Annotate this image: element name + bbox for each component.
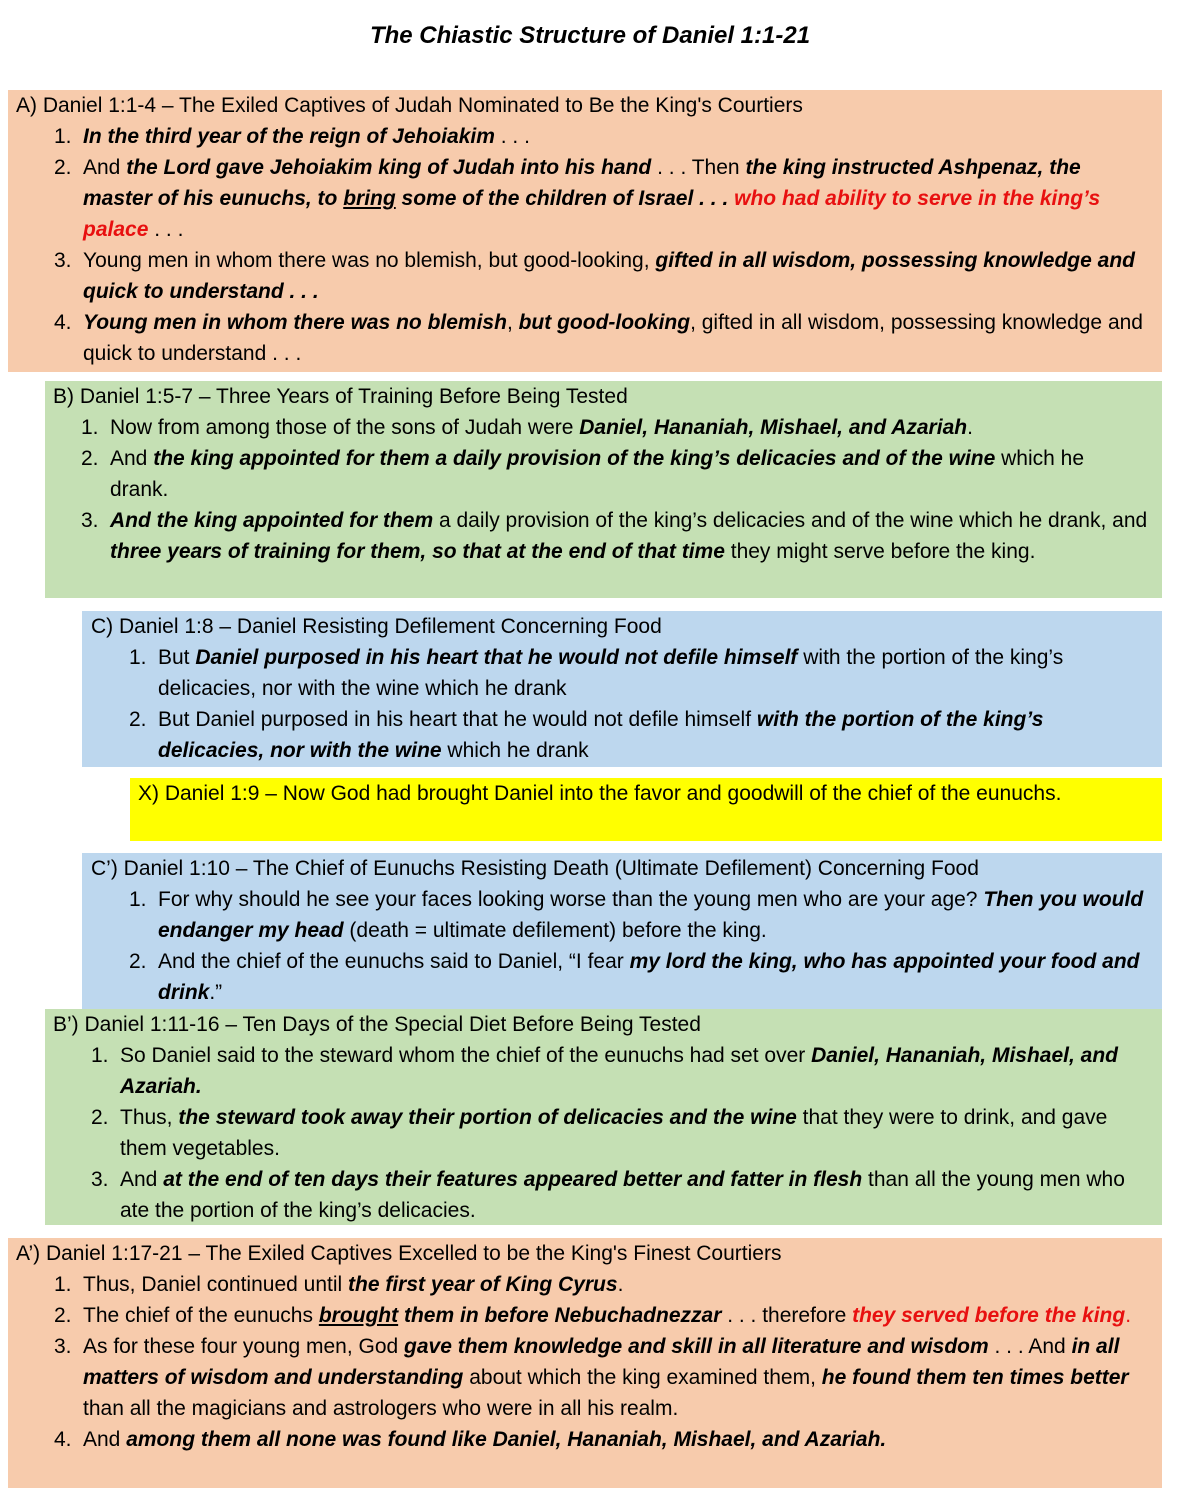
item-text: Thus, Daniel continued until	[83, 1273, 348, 1296]
item-number: 4.	[54, 311, 72, 334]
item-number: 1.	[129, 888, 147, 911]
section-a-prime	[8, 1238, 1162, 1488]
item-text: . . . And	[988, 1335, 1072, 1358]
item-text: For why should he see your faces looking worse than the young men who are your age?	[158, 888, 984, 911]
section-c-list	[91, 642, 1148, 766]
item-number: 3.	[91, 1168, 109, 1191]
item-text: Now from among those of the sons of Judah were	[110, 416, 580, 439]
list-item	[91, 1102, 1148, 1164]
item-text: So Daniel said to the steward whom the chief of the eunuchs had set over	[120, 1044, 812, 1067]
section-a-heading: A) Daniel 1:1-4 – The Exiled Captives of Judah Nominated to Be the King's Courtiers	[16, 94, 803, 117]
section-b-prime-list	[53, 1040, 1148, 1226]
section-b-prime-heading: B’) Daniel 1:11-16 – Ten Days of the Special Diet Before Being Tested	[53, 1013, 701, 1036]
section-c-prime	[82, 853, 1162, 1009]
item-text: As for these four young men, God	[83, 1335, 405, 1358]
item-text: he found them ten times better	[821, 1366, 1129, 1389]
list-item	[54, 121, 1148, 152]
item-text: at the end of ten days their features appeared better and fatter in flesh	[163, 1168, 863, 1191]
item-text: And	[83, 156, 127, 179]
item-text: with the portion of the king’s delicacies, nor with the wine	[158, 708, 1044, 762]
item-text: , gifted in all wisdom, possessing knowledge and quick to understand . . .	[83, 311, 1143, 365]
item-text: the Lord gave Jehoiakim king of Judah into his hand	[126, 156, 652, 179]
list-item	[129, 704, 1148, 766]
item-text: .	[967, 416, 973, 439]
item-text: . . .	[148, 218, 184, 241]
item-number: 2.	[54, 156, 72, 179]
item-number: 1.	[54, 125, 72, 148]
list-item	[129, 946, 1148, 1008]
section-b-prime	[45, 1009, 1162, 1225]
section-a	[8, 90, 1162, 372]
list-item	[129, 642, 1148, 704]
item-number: 1.	[91, 1044, 109, 1067]
section-x	[130, 778, 1162, 841]
item-text: among them all none was found like Daniel, Hananiah, Mishael, and Azariah.	[126, 1428, 887, 1451]
item-number: 2.	[129, 950, 147, 973]
list-item	[81, 412, 1148, 443]
item-text: .	[1125, 1304, 1132, 1327]
item-text: . . . therefore	[721, 1304, 853, 1327]
item-text: which he drank	[441, 739, 589, 762]
list-item	[54, 1300, 1148, 1331]
item-number: 1.	[81, 416, 99, 439]
item-text: Daniel purposed in his heart that he would not defile himself	[195, 646, 798, 669]
item-text: bring	[343, 187, 396, 210]
list-item	[81, 505, 1148, 567]
list-item	[54, 245, 1148, 307]
item-number: 1.	[54, 1273, 72, 1296]
item-text: Thus,	[120, 1106, 179, 1129]
item-text: ,	[506, 311, 519, 334]
section-c	[82, 611, 1162, 767]
item-number: 2.	[54, 1304, 72, 1327]
item-text: the first year of King Cyrus	[348, 1273, 618, 1296]
item-text: a daily provision of the king’s delicacies and of the wine which he drank, and	[433, 509, 1148, 532]
item-text: The chief of the eunuchs	[83, 1304, 319, 1327]
item-text: than all the young men who ate the portion of the king’s delicacies.	[120, 1168, 1125, 1222]
section-a-list	[16, 121, 1148, 369]
item-number: 2.	[81, 447, 99, 470]
section-c-prime-heading: C’) Daniel 1:10 – The Chief of Eunuchs Resisting Death (Ultimate Defilement) Concerning Food	[91, 857, 979, 880]
section-c-heading: C) Daniel 1:8 – Daniel Resisting Defilement Concerning Food	[91, 615, 662, 638]
item-text: Daniel, Hananiah, Mishael, and Azariah.	[120, 1044, 1118, 1098]
section-b	[45, 381, 1162, 598]
section-b-list	[53, 412, 1148, 567]
item-number: 3.	[54, 1335, 72, 1358]
list-item	[91, 1040, 1148, 1102]
section-c-prime-list	[91, 884, 1148, 1008]
list-item	[54, 1269, 1148, 1300]
item-number: 3.	[54, 249, 72, 272]
list-item	[129, 884, 1148, 946]
item-number: 4.	[54, 1428, 72, 1451]
item-text: (death = ultimate defilement) before the king.	[343, 919, 767, 942]
item-text: the steward took away their portion of delicacies and the wine	[178, 1106, 797, 1129]
item-text: In the third year of the reign of Jehoiakim	[83, 125, 495, 148]
list-item	[54, 307, 1148, 369]
item-number: 3.	[81, 509, 99, 532]
item-text: And the chief of the eunuchs said to Daniel, “I fear	[158, 950, 630, 973]
section-a-prime-heading: A’) Daniel 1:17-21 – The Exiled Captives Excelled to be the King's Finest Courtiers	[16, 1242, 782, 1265]
item-text: the king appointed for them a daily provision of the king’s delicacies and of the wine	[153, 447, 996, 470]
item-text: about which the king examined them,	[463, 1366, 822, 1389]
item-text: And	[83, 1428, 127, 1451]
item-text: But Daniel purposed in his heart that he would not defile himself	[158, 708, 757, 731]
list-item	[81, 443, 1148, 505]
item-number: 2.	[91, 1106, 109, 1129]
item-text: gave them knowledge and skill in all literature and wisdom	[404, 1335, 989, 1358]
item-text: but good-looking	[518, 311, 691, 334]
item-text: And	[120, 1168, 164, 1191]
page-title: The Chiastic Structure of Daniel 1:1-21	[369, 22, 811, 49]
item-text: which he drank.	[110, 447, 1085, 501]
item-text: them in before Nebuchadnezzar	[398, 1304, 722, 1327]
list-item	[54, 1424, 1148, 1455]
list-item	[54, 1331, 1148, 1424]
item-text: .”	[209, 981, 223, 1004]
item-text: in all matters of wisdom and understanding	[83, 1335, 1120, 1389]
item-text: . . .	[494, 125, 530, 148]
item-text: with the portion of the king’s delicacies, nor with the wine which he drank	[158, 646, 1064, 700]
section-b-heading: B) Daniel 1:5-7 – Three Years of Training Before Being Tested	[53, 385, 628, 408]
section-a-prime-list	[16, 1269, 1148, 1455]
item-text: brought	[318, 1304, 399, 1327]
item-text: they might serve before the king.	[724, 540, 1036, 563]
item-text: Young men in whom there was no blemish, but good-looking,	[83, 249, 656, 272]
item-text: Daniel, Hananiah, Mishael, and Azariah	[579, 416, 968, 439]
item-text: some of the children of Israel . . .	[395, 187, 735, 210]
item-text: But	[158, 646, 196, 669]
item-number: 1.	[129, 646, 147, 669]
item-text: three years of training for them, so that at the end of that time	[110, 540, 725, 563]
item-text: . . . Then	[651, 156, 746, 179]
item-text: Then you would endanger my head	[158, 888, 1144, 942]
item-text: who had ability to serve in the king’s palace	[83, 187, 1101, 241]
item-text: gifted in all wisdom, possessing knowledge and quick to understand . . .	[83, 249, 1135, 303]
list-item	[54, 152, 1148, 245]
item-text: they served before the king	[852, 1304, 1126, 1327]
item-text: Young men in whom there was no blemish	[83, 311, 507, 334]
list-item	[91, 1164, 1148, 1226]
item-text: the king instructed Ashpenaz, the master of his eunuchs, to	[83, 156, 1081, 210]
item-text: that they were to drink, and gave them vegetables.	[120, 1106, 1108, 1160]
item-text: And the king appointed for them	[110, 509, 434, 532]
item-text: than all the magicians and astrologers who were in all his realm.	[83, 1397, 679, 1420]
item-text: And	[110, 447, 154, 470]
section-x-text: X) Daniel 1:9 – Now God had brought Daniel into the favor and goodwill of the chief of the eunuchs.	[138, 782, 1062, 805]
item-text: my lord the king, who has appointed your food and drink	[158, 950, 1140, 1004]
item-number: 2.	[129, 708, 147, 731]
item-text: .	[617, 1273, 624, 1296]
